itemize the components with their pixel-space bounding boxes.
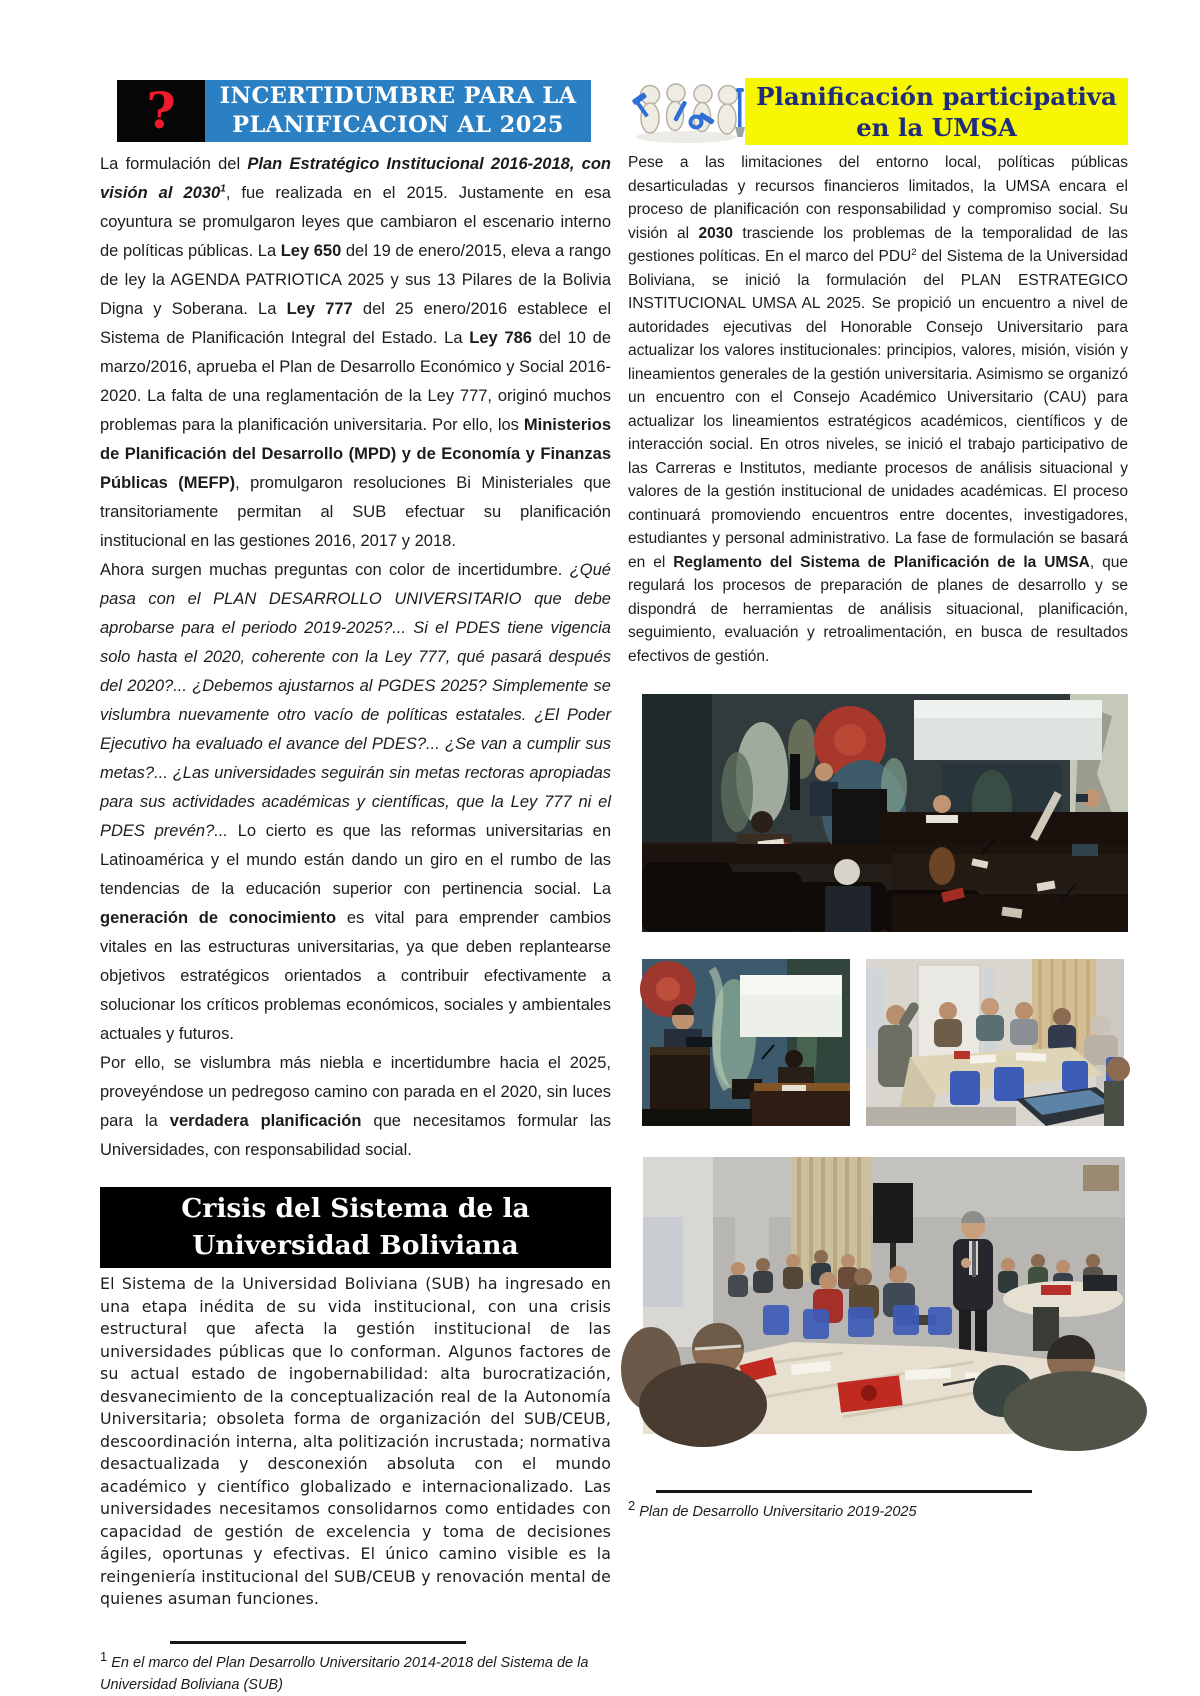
footnote-1 [100,1641,611,1696]
footnote-1-number: 1 [100,1648,108,1664]
right-title-line1: Planificación participativa [756,81,1117,111]
paragraph-fog-2025: Por ello, se vislumbra más niebla e incertidumbre hacia el 2025, proveyéndose un pedregoso camino con parada en el 2020, sin luces para la verdadera planificación que necesitamos formular las Universidades, con responsabilidad social. [100,1054,611,1159]
crisis-title-line2: Universidad Boliviana [192,1230,519,1261]
footnote-2 [628,1490,1128,1523]
left-section-header [117,80,591,142]
footnote-2-number: 2 [628,1498,636,1514]
crisis-body-text: El Sistema de la Universidad Boliviana (SUB) ha ingresado en una etapa inédita de su vida institucional, con una crisis estructural que afecta la gestión institucional de las universidades públicas que lo conforman. Algunos factores de su actual estado de ingobernabilidad: alta burocratización, desvanecimiento de la conceptualización real de la Autonomía Universitaria; obsoleta forma de organización del SUB/CEUB, descoordinación interna, alta politización incrustada; normativa desactualizada y desconexión absoluta con el mundo académico y científico globalizado e internacionalizado. Las universidades necesitamos consolidarnos como entidades con capacidad de gestión de excelencia y toma de decisiones ágiles, oportunas y efectivas. El único camino visible es la reingeniería institucional del SUB/CEUB y renovación mental de quienes asuman funciones. [100,1274,611,1608]
left-title-line2: PLANIFICACION AL 2025 [232,112,564,138]
question-mark-icon [117,80,205,142]
left-title-line1: INCERTIDUMBRE PARA LA [219,83,577,109]
paragraph-uncertainty-questions: Ahora surgen muchas preguntas con color de incertidumbre. ¿Qué pasa con el PLAN DESARROLLO UNIVERSITARIO que debe aprobarse para el periodo 2019-2025?... Si el PDES tiene vigencia solo hasta el 2020, coherente con la Ley 777, qué pasará después del 2020?... ¿Debemos ajustarnos al PGDES 2025? Simplemente se vislumbra nuevamente otro vacío de políticas estatales. ¿El Poder Ejecutivo ha evaluado el avance del PDES?... ¿Se van a cumplir sus metas?... ¿Las universidades seguirán sin metas rectoras apropiadas para sus actividades académicas y científicas, que la Ley 777 ni el PDES prevén?... Lo cierto es que las reformas universitarias en Latinoamérica y el mundo están dando un giro en el rumbo de las tendencias de la educación superior con pertinencia social. La generación de conocimiento es vital para emprender cambios vitales en las estructuras universitarias, ya que deben replantearse objetivos estratégicos orientados a contribuir efectivamente a solucionar los críticos problemas económicos, sociales y ambientales actuales y futuros. [100,561,612,1043]
right-column [628,78,1128,1523]
footnote-1-text [100,1648,611,1696]
plenary-workshop-photo [643,1157,1125,1434]
left-column [100,80,611,1696]
right-title-line2: en la UMSA [856,112,1017,142]
paragraph-planning-laws: La formulación del Plan Estratégico Institucional 2016-2018, con visión al 2030$^1$, fue realizada en el 2015. Justamente en esa coyuntura se promulgaron leyes que cambiaron el escenario interno de políticas públicas. La Ley 650 del 19 de enero/2015, eleva a rango de ley la AGENDA PATRIOTICA 2025 y sus 13 Pilares de la Bolivia Digna y Soberana. La Ley 777 del 25 enero/2016 establece el Sistema de Planificación Integral del Estado. La Ley 786 del 10 de marzo/2016, aprueba el Plan de Desarrollo Económico y Social 2016-2020. La falta de una reglamentación de la Ley 777, originó muchos problemas para la planificación universitaria. Por ello, los Ministerios de Planificación del Desarrollo (MPD) y de Economía y Finanzas Públicas (MEFP), promulgaron resoluciones Bi Ministeriales que transitoriamente permitan al SUB efectuar su planificación institucional en las gestiones 2016, 2017 y 2018. [100,155,612,550]
left-body-text [100,150,611,1165]
podium-presentation-photo [642,959,850,1126]
council-session-photo [642,694,1128,932]
teamwork-figurines-image [628,78,745,145]
right-section-header [628,78,1128,145]
right-body-text: Pese a las limitaciones del entorno local, políticas públicas desarticuladas y recursos financieros limitados, la UMSA encara el proceso de planificación con responsabilidad y compromiso social. Su visión al 2030 trasciende los problemas de la temporalidad de las gestiones políticas. En el marco del PDU$^2$ del Sistema de la Universidad Boliviana, se inició la formulación del PLAN ESTRATEGICO INSTITUCIONAL UMSA AL 2025. Se propició un encuentro a nivel de autoridades ejecutivas del Honorable Consejo Universitario para actualizar los valores institucionales: principios, valores, misión, visión y lineamientos generales de la gestión universitaria. Asimismo se organizó un encuentro con el Consejo Académico Universitario (CAU) para actualizar los lineamientos estratégicos académicos, científicos y de interacción social. En otros niveles, se inició el trabajo participativo de las Carreras e Institutos, mediante procesos de análisis situacional y valores de la gestión institucional de unidades académicas. El proceso continuará promoviendo encuentros entre docentes, investigadores, estudiantes y personal administrativo. La fase de formulación se basará en el Reglamento del Sistema de Planificación de la UMSA, que regulará los procesos de preparación de planes de desarrollo y se dispondrá de herramientas de análisis situacional, planificación, seguimiento, evaluación y retroalimentación, en busca de resultados efectivos de gestión. [628,154,1128,665]
left-section-title [205,80,591,142]
photo-row [642,959,1128,1126]
crisis-title-line1: Crisis del Sistema de la [181,1193,530,1224]
footnote-separator [656,1490,1032,1493]
right-section-title [745,78,1128,145]
footnote-1-body: En el marco del Plan Desarrollo Universitario 2014-2018 del Sistema de la Universidad Boliviana (SUB) [100,1654,589,1693]
roundtable-workshop-photo [866,959,1124,1126]
footnote-2-text [628,1498,1128,1523]
crisis-section-title [100,1187,611,1268]
question-mark-glyph: ? [146,81,176,140]
footnote-separator [170,1641,466,1644]
footnote-2-body: Plan de Desarrollo Universitario 2019-2025 [639,1504,917,1520]
